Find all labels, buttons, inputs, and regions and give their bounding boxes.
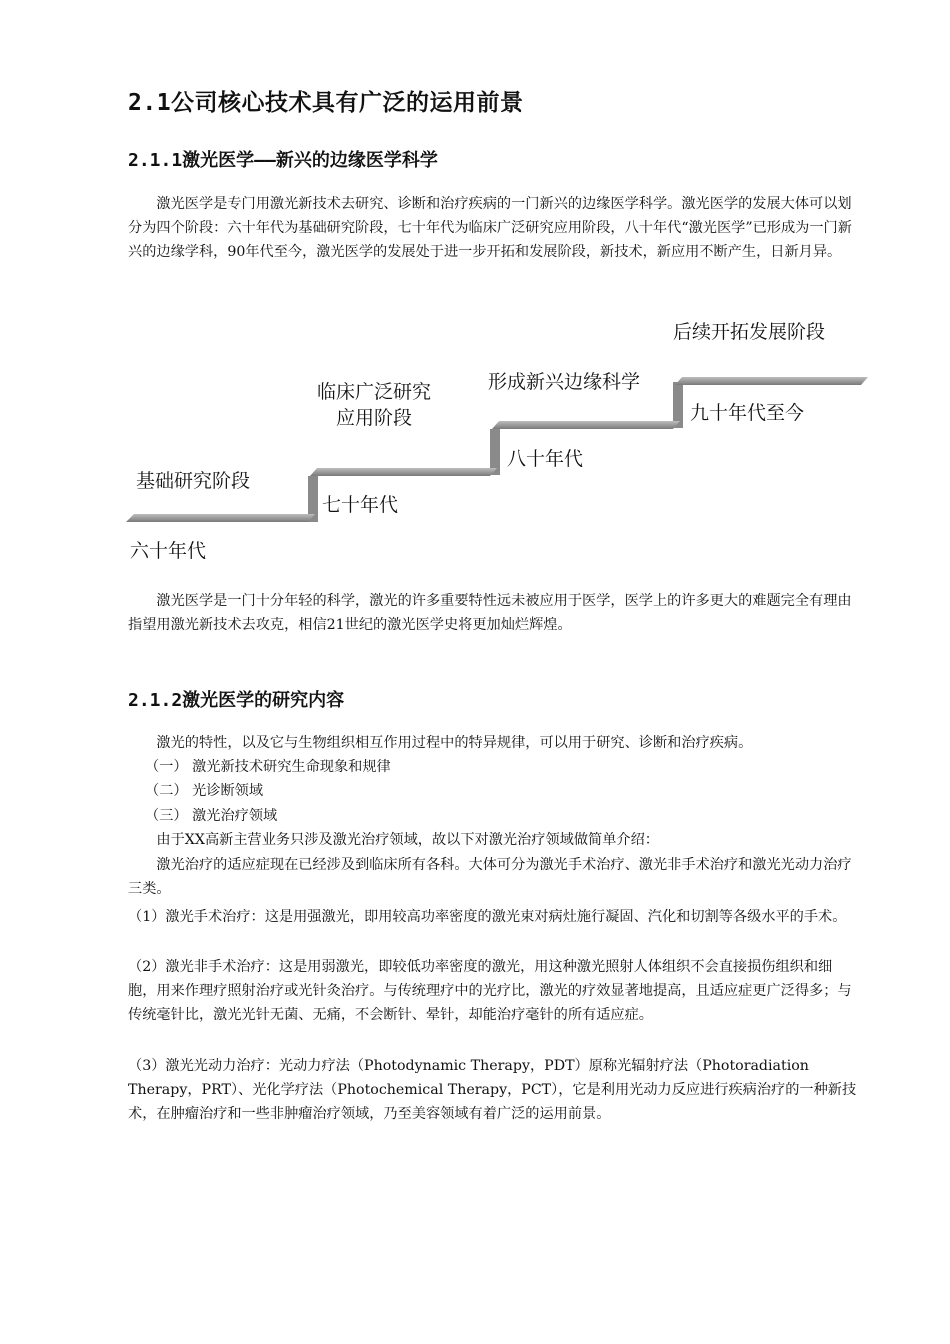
stage-label-basic-research: 基础研究阶段 [136, 470, 251, 492]
stage-label-clinical [300, 379, 448, 431]
list-item-3: （三） 激光治疗领域 [145, 808, 278, 824]
stage-label-clinical-line2: 应用阶段 [335, 407, 412, 429]
stair-tread-2 [310, 468, 497, 476]
decade-label-60s: 六十年代 [130, 540, 207, 562]
indications-paragraph: 激光治疗的适应症现在已经涉及到临床所有各科。大体可分为激光手术治疗、激光非手术治疗和激光光动力治疗三类。 [128, 857, 852, 898]
decade-label-90s-present: 九十年代至今 [690, 402, 805, 424]
stair-tread-3 [492, 421, 680, 429]
decade-label-80s: 八十年代 [507, 448, 584, 470]
non-surgical-treatment-paragraph: （2）激光非手术治疗：这是用弱激光，即较低功率密度的激光，用这种激光照射人体组织不会直接损伤组织和细胞，用来作理疗照射治疗或光针灸治疗。与传统理疗中的光疗比，激光的疗效显著地提高，且适应症更广泛得多；与传统毫针比，激光光针无菌、无痛，不会断针、晕针，却能治疗毫针的所有适应症。 [128, 959, 852, 1024]
stair-tread-1 [126, 514, 315, 522]
intro-paragraph: 激光医学是专门用激光新技术去研究、诊断和治疗疾病的一门新兴的边缘医学科学。激光医学的发展大体可以划分为四个阶段：六十年代为基础研究阶段，七十年代为临床广泛研究应用阶段，八十年代“激光医学”已形成为一门新兴的边缘学科，90年代至今，激光医学的发展处于进一步开拓和发展阶段，新技术，新应用不断产生，日新月异。 [128, 196, 852, 261]
decade-label-70s: 七十年代 [322, 494, 399, 516]
stair-tread-4 [675, 377, 868, 385]
subsection-title-2-1-1: 2.1.1激光医学——新兴的边缘医学科学 [128, 150, 438, 171]
outro-paragraph: 激光医学是一门十分年轻的科学，激光的许多重要特性远未被应用于医学，医学上的许多更大的难题完全有理由指望用激光新技术去攻克，相信21世纪的激光医学史将更加灿烂辉煌。 [128, 593, 852, 634]
subsection-title-2-1-2: 2.1.2激光医学的研究内容 [128, 690, 345, 711]
section-title: 2.1公司核心技术具有广泛的运用前景 [128, 90, 524, 116]
surgical-treatment-paragraph: （1）激光手术治疗：这是用强激光，即用较高功率密度的激光束对病灶施行凝固、汽化和切割等各级水平的手术。 [128, 909, 847, 925]
stage-label-further-development: 后续开拓发展阶段 [673, 321, 826, 343]
list-item-2: （二） 光诊断领域 [145, 783, 264, 799]
photodynamic-treatment-paragraph: （3）激光光动力治疗：光动力疗法（Photodynamic Therapy，PDT）原称光辐射疗法（Photoradiation Therapy，PRT）、光化学疗法（Photochemical Therapy，PCT），它是利用光动力反应进行疾病治疗的一种新技术，在肿瘤治疗和一些非肿瘤治疗领域，乃至美容领域有着广泛的运用前景。 [128, 1058, 857, 1123]
research-lead: 激光的特性，以及它与生物组织相互作用过程中的特异规律，可以用于研究、诊断和治疗疾病。 [156, 735, 753, 751]
stairs-diagram [0, 0, 950, 600]
stage-label-emerging-science: 形成新兴边缘科学 [488, 371, 641, 393]
stage-label-clinical-line1: 临床广泛研究 [316, 381, 431, 403]
treatment-intro-line: 由于XX高新主营业务只涉及激光治疗领域，故以下对激光治疗领域做简单介绍： [156, 832, 659, 848]
list-item-1: （一） 激光新技术研究生命现象和规律 [145, 759, 391, 775]
